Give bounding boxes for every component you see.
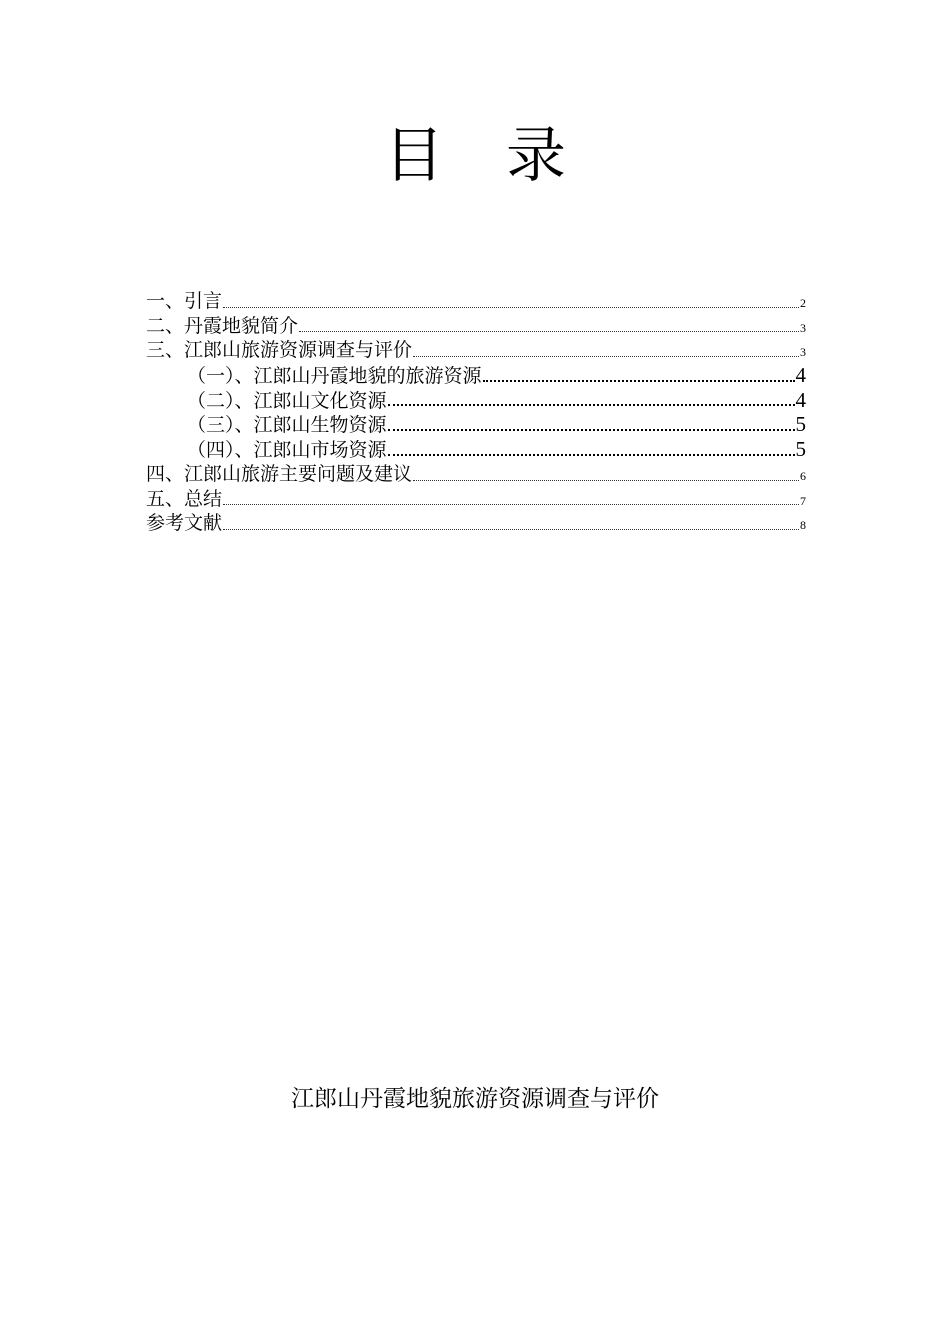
toc-dot-leader bbox=[223, 303, 799, 308]
toc-entry[interactable] bbox=[146, 487, 806, 512]
toc-entry[interactable] bbox=[146, 314, 806, 339]
toc-page-number: 3 bbox=[800, 345, 806, 360]
toc-entry-label: （四）、江郎山市场资源 bbox=[187, 439, 387, 462]
toc-dot-leader bbox=[299, 327, 799, 332]
toc-dot-leader bbox=[223, 500, 799, 505]
toc-page-number: 7 bbox=[800, 493, 806, 508]
toc-entry-label: 二、丹霞地貌简介 bbox=[146, 314, 299, 337]
toc-entry[interactable] bbox=[146, 462, 806, 487]
toc-page-number: 3 bbox=[800, 320, 806, 335]
toc-dot-leader bbox=[388, 400, 795, 406]
toc-entry-label: 五、总结 bbox=[146, 487, 223, 510]
toc-entry-label: （二）、江郎山文化资源 bbox=[187, 389, 387, 412]
toc-dot-leader bbox=[223, 525, 799, 530]
toc-entry-label: （一）、江郎山丹霞地貌的旅游资源 bbox=[187, 365, 482, 388]
document-heading: 江郎山丹霞地貌旅游资源调查与评价 bbox=[291, 1086, 659, 1112]
toc-dot-leader bbox=[388, 425, 795, 431]
toc-subentry[interactable] bbox=[146, 412, 806, 437]
toc-page-number: 5 bbox=[795, 412, 806, 437]
toc-subentry[interactable] bbox=[146, 363, 806, 388]
toc-subentry[interactable] bbox=[146, 388, 806, 413]
toc-entry[interactable] bbox=[146, 511, 806, 536]
toc-subentry[interactable] bbox=[146, 437, 806, 462]
toc-entry-label: 一、引言 bbox=[146, 290, 223, 312]
toc-entry-label: 四、江郎山旅游主要问题及建议 bbox=[146, 462, 413, 485]
toc-dot-leader bbox=[388, 450, 795, 456]
toc-page-number: 4 bbox=[795, 387, 806, 412]
toc-entry-label: （三）、江郎山生物资源 bbox=[187, 414, 387, 437]
table-of-contents bbox=[146, 289, 806, 536]
toc-page-number: 8 bbox=[800, 518, 806, 533]
toc-page-number: 5 bbox=[795, 437, 806, 462]
toc-page-number: 6 bbox=[800, 468, 806, 483]
toc-dot-leader bbox=[413, 476, 799, 481]
toc-entry[interactable] bbox=[146, 289, 806, 314]
toc-page-number: 2 bbox=[800, 296, 806, 310]
toc-entry[interactable] bbox=[146, 338, 806, 363]
toc-page-number: 4 bbox=[795, 363, 806, 388]
toc-title: 目录 bbox=[384, 121, 628, 191]
toc-dot-leader bbox=[483, 376, 795, 382]
toc-entry-label: 三、江郎山旅游资源调查与评价 bbox=[146, 339, 413, 362]
toc-dot-leader bbox=[413, 352, 799, 357]
toc-entry-label: 参考文献 bbox=[146, 512, 223, 535]
